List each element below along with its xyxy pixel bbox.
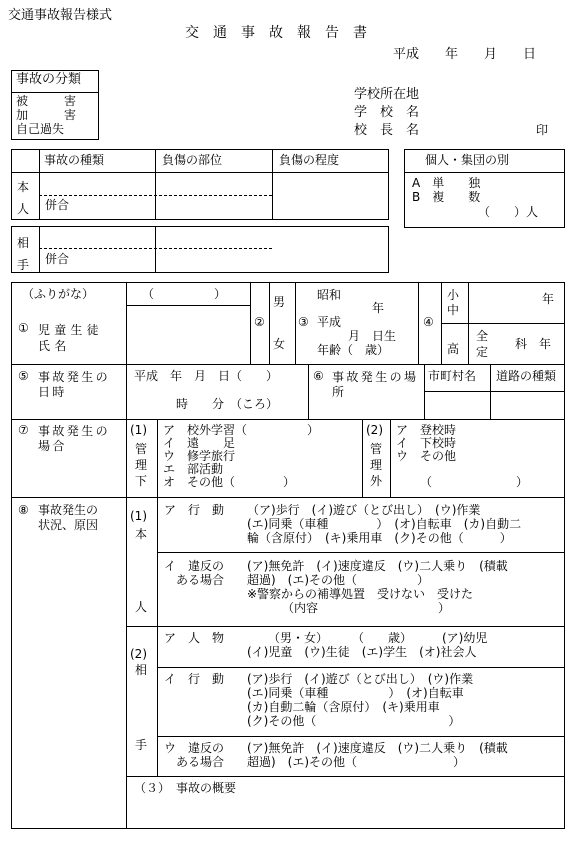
full-time: 全: [476, 329, 489, 343]
unmanaged-label: 管理外: [370, 442, 383, 488]
other-violation-line-2: 超過) (エ)その他（ ）: [247, 755, 466, 769]
grade-year: 年: [542, 292, 555, 306]
school-elem: 小: [447, 288, 460, 302]
school-high: 高: [447, 342, 460, 356]
self-label: 本人: [17, 180, 30, 216]
cause-label-2: 状況、原因: [38, 518, 99, 532]
era-showa: 昭和: [317, 288, 342, 302]
other-person-head: ア 人 物: [164, 631, 225, 645]
group-multiple: B 複 数: [412, 190, 481, 204]
self-action-line-3: 輪（含原付） (キ)乗用車 (ク)その他（ ）: [247, 531, 512, 545]
when-label: 事故発生の日時: [38, 370, 111, 399]
when-time: 時 分 （ころ）: [176, 397, 279, 411]
col-injury-degree: 負傷の程度: [279, 153, 340, 167]
student-name-label: 児童生徒氏名: [38, 323, 103, 353]
when-date: 平成 年 月 日（ ）: [134, 369, 279, 383]
where-label: 事故発生の場所: [332, 370, 419, 399]
self-action-line-1: （ア)歩行 (イ)遊び（とび出し） (ウ)作業: [247, 503, 481, 517]
birth-month-day: 月 日生: [348, 329, 397, 343]
furigana-label: （ふりがな）: [22, 287, 95, 301]
school-address-label: 学校所在地: [354, 87, 420, 102]
other-action-head: イ 行 動: [164, 672, 225, 686]
num-7: ⑦: [18, 423, 29, 437]
self-action-line-2: (エ)同乗（車種 ） (オ)自転車 (カ)自動二: [247, 517, 522, 531]
school-mid: 中: [447, 303, 460, 317]
unmanaged-item-a: ア 登校時: [396, 423, 457, 437]
self-violation-line-2: 超過) (エ)その他（ ）: [247, 573, 430, 587]
num-2: ②: [254, 315, 265, 329]
other-char-a: 相: [135, 663, 148, 677]
category-offender: 加 害: [16, 108, 77, 122]
unmanaged-other-field: （ ）: [420, 475, 529, 489]
group-count: （ ）人: [478, 205, 539, 219]
city-label: 市町村名: [428, 369, 477, 383]
other-action-line-3: (カ)自動二輪（含原付） (キ)乗用車: [247, 700, 440, 714]
managed-item-a: ア 校外学習（ ）: [163, 423, 320, 437]
other-action-line-1: (ア)歩行 (イ)遊び（とび出し） (ウ)作業: [247, 672, 474, 686]
other-action-line-2: (エ)同乗（車種 ） (オ)自転車: [247, 686, 464, 700]
page-title: 交 通 事 故 報 告 書: [185, 25, 367, 41]
category-self-fault: 自己過失: [16, 122, 65, 136]
part-time: 定: [476, 345, 489, 359]
seal-mark: 印: [536, 123, 549, 137]
other-violation-line-1: (ア)無免許 (イ)速度違反 (ウ)二人乗り (積載: [247, 741, 508, 755]
situation-label: 事故発生の場合: [38, 424, 111, 453]
managed-item-b: イ 遠 足: [163, 436, 236, 450]
other-violation-head-2: ある場合: [164, 755, 225, 769]
category-heading: 事故の分類: [16, 72, 82, 87]
sex-female: 女: [273, 337, 286, 351]
num-8: ⑧: [18, 503, 29, 517]
course-grade: 科 年: [515, 337, 552, 351]
self-violation-head: イ 違反の: [164, 559, 225, 573]
other-num: (2): [130, 647, 147, 661]
other-person-line-1: （男・女） （ 歳） (ア)幼児: [268, 631, 488, 645]
group-single: A 単 独: [412, 176, 481, 190]
furigana-field: （ ）: [142, 287, 227, 301]
self-violation-line-3: ※警察からの補導処置 受けない 受けた: [247, 587, 474, 601]
other-label: 相手: [17, 236, 30, 272]
num-6: ⑥: [313, 369, 324, 383]
num-1: ①: [18, 321, 29, 335]
unmanaged-num: (2): [366, 423, 383, 437]
self-violation-line-4: （内容 ）: [282, 601, 451, 615]
other-person-line-2: (イ)児童 (ウ)生徒 (エ)学生 (オ)社会人: [247, 645, 477, 659]
summary-label: （３） 事故の概要: [134, 781, 237, 795]
cause-label-1: 事故発生の: [38, 503, 99, 517]
self-char-b: 人: [135, 600, 148, 614]
unmanaged-item-c: ウ その他: [396, 449, 457, 463]
col-injury-part: 負傷の部位: [162, 153, 223, 167]
self-char-a: 本: [135, 527, 148, 541]
col-accident-type: 事故の種類: [44, 153, 105, 167]
self-combined: 併合: [45, 198, 70, 212]
sex-male: 男: [273, 295, 286, 309]
group-heading: 個人・集団の別: [425, 153, 510, 167]
era-heisei: 平成: [317, 315, 342, 329]
self-num: (1): [130, 509, 147, 523]
managed-item-d: エ 部活動: [163, 462, 224, 476]
category-victim: 被 害: [16, 94, 77, 108]
managed-label: 管理下: [135, 442, 148, 488]
other-action-line-4: (ク)その他（ ）: [247, 714, 461, 728]
principal-name-label: 校 長 名: [354, 123, 420, 138]
managed-item-e: オ その他（ ）: [163, 475, 296, 489]
other-combined: 併合: [45, 252, 70, 266]
age-field: 年齢（ 歳）: [317, 343, 390, 357]
school-name-label: 学 校 名: [354, 105, 420, 120]
other-violation-head: ウ 違反の: [164, 741, 225, 755]
self-violation-line-1: (ア)無免許 (イ)速度違反 (ウ)二人乗り (積載: [247, 559, 508, 573]
road-type-label: 道路の種類: [496, 369, 557, 383]
birth-year: 年: [372, 301, 385, 315]
self-violation-head-2: ある場合: [164, 573, 225, 587]
num-4: ④: [423, 315, 434, 329]
report-date-line: 平成 年 月 日: [393, 47, 537, 62]
num-5: ⑤: [18, 369, 29, 383]
unmanaged-item-b: イ 下校時: [396, 436, 457, 450]
managed-num: (1): [130, 423, 147, 437]
other-char-b: 手: [135, 738, 148, 752]
form-name: 交通事故報告様式: [8, 8, 113, 23]
managed-item-c: ウ 修学旅行: [163, 449, 236, 463]
self-action-head: ア 行 動: [164, 503, 225, 517]
num-3: ③: [298, 315, 309, 329]
